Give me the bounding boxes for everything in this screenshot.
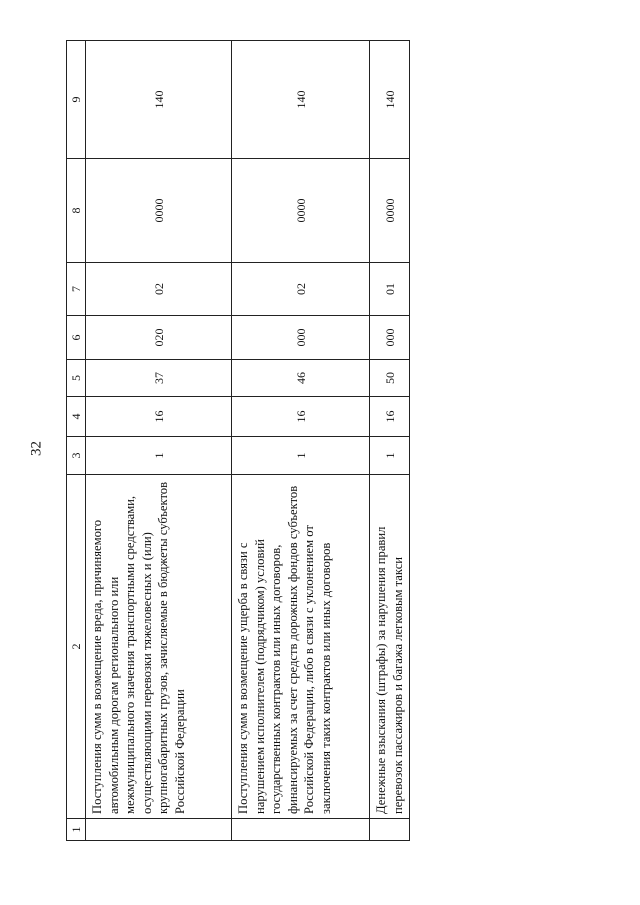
cell-col8: 0000 [370,159,410,263]
cell-col8: 0000 [86,159,232,263]
cell-col3: 1 [370,437,410,475]
cell-col1 [232,819,370,841]
header-cell: 2 [67,475,86,819]
header-cell: 4 [67,397,86,437]
cell-col9: 140 [370,41,410,159]
cell-col7: 01 [370,263,410,316]
cell-col1 [86,819,232,841]
cell-col6: 000 [370,316,410,360]
cell-col9: 140 [86,41,232,159]
header-cell: 9 [67,41,86,159]
cell-description: Поступления сумм в возмещение вреда, причиняемого автомобильным дорогам регионального или межмуниципального значения транспортными средствами, осуществляющими перевозки тяжеловесных и (или) крупногабаритных грузов, зачисляемые в бюджеты субъектов Российской Федерации [86,475,232,819]
cell-col4: 16 [370,397,410,437]
table-row [370,41,410,841]
cell-col3: 1 [232,437,370,475]
cell-col6: 020 [86,316,232,360]
table-row [86,41,232,841]
header-cell: 6 [67,316,86,360]
rotated-table-container [66,41,408,841]
cell-col3: 1 [86,437,232,475]
cell-col5: 50 [370,360,410,397]
header-cell: 8 [67,159,86,263]
header-row [67,41,86,841]
budget-classification-table [66,40,410,841]
cell-col1 [370,819,410,841]
page-number: 32 [28,441,45,456]
header-cell: 3 [67,437,86,475]
cell-col5: 46 [232,360,370,397]
table-row [232,41,370,841]
cell-col6: 000 [232,316,370,360]
cell-col4: 16 [232,397,370,437]
cell-col5: 37 [86,360,232,397]
cell-description: Поступления сумм в возмещение ущерба в связи с нарушением исполнителем (подрядчиком) условий государственных контрактов или иных договоров, финансируемых за счет средств дорожных фондов субъектов Российской Федерации, либо в связи с уклонением от заключения таких контрактов или иных договоров [232,475,370,819]
header-cell: 1 [67,819,86,841]
cell-col7: 02 [232,263,370,316]
cell-description: Денежные взыскания (штрафы) за нарушения правил перевозок пассажиров и багажа легковым такси [370,475,410,819]
cell-col9: 140 [232,41,370,159]
header-cell: 5 [67,360,86,397]
cell-col4: 16 [86,397,232,437]
cell-col8: 0000 [232,159,370,263]
cell-col7: 02 [86,263,232,316]
header-cell: 7 [67,263,86,316]
